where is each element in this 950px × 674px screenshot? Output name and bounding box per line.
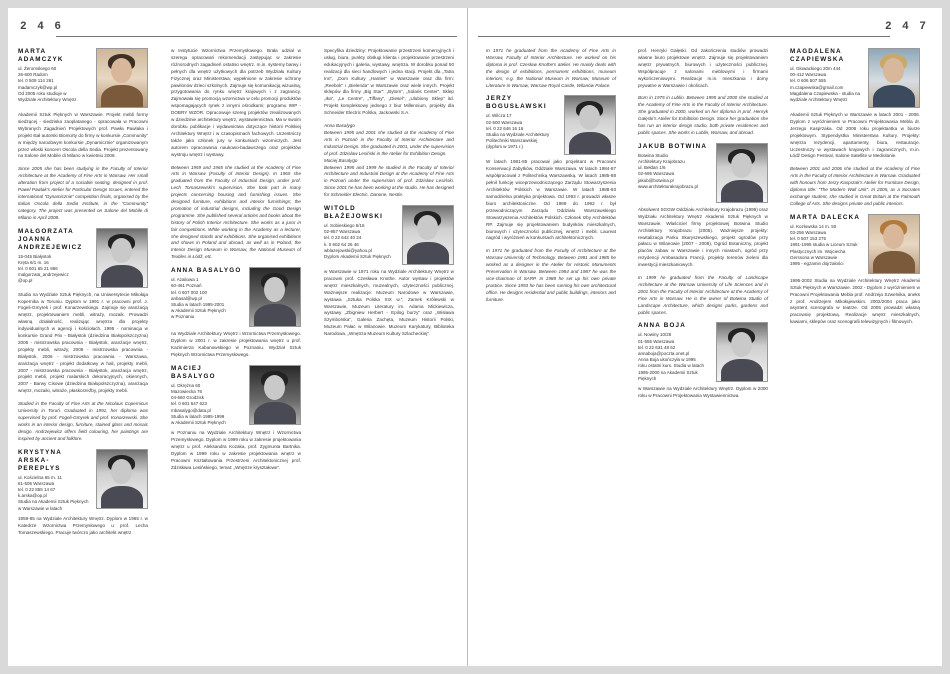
bio-english: In 1971 he graduated from the Faculty of Architecture at the Warsaw University of Technology. Between 1981 and 1985 he worked as a designer in the Atelier for Historic Monuments Preservation in Warsaw. Between 1984 and 1987 he was the vice-chairman of SARP. In 1988 he set up his own private practice. Since 1993 he has been running his own architectural office. He designs residential and public buildings, interiors and furniture. bbox=[486, 248, 616, 302]
bio-polish: Akademii Sztuk Pięknych w Warszawie. Projekt mebli formy siedzącej - siedziska zaoplatanego - opracowała w Pracowni Wybranych Zagadnień Projektowych prof. Pawła Pawlaka i projekt stał autorski Biomorty do firmy w konkursie „Community” w między narodowym konkursie „Dynamicznie” organizowanym przez włoski koncern Oscola della Sedia. Projekt prezentowany na Salone del Mobile di Milano w kwietniu 2008. bbox=[18, 112, 148, 159]
designer-name: ANNA BOJA bbox=[638, 322, 687, 330]
portrait-photo bbox=[716, 143, 768, 203]
header-rule-left bbox=[56, 36, 457, 37]
contact-details: ul. Głowackiego 20m 444 00-412 Warszawa tel. 0 606 507 555 m.czapiewska@gmail.com Magdalena Czapiewska - studia na wydziale Architektury Wnętrz bbox=[790, 66, 861, 103]
bio-polish: w Poznaniu na Wydziale Architektury Wnętrz i Wzornictwa Przemysłowego. Dyplom w 1999 roku w zakresie projektowania wnętrz u prof. Aleksandra Kozaka, prof. Zygmunta Bartnika. Dyplom w 1999 roku w zakresie projektowania wnętrz w Pracowni Kształtowania Przestrzeni Architektonicznej prof. Zdzisława Lesińskiego, temat: „Wnętrze kryształowe”. bbox=[171, 430, 301, 470]
right-column-3 bbox=[790, 48, 920, 332]
portrait-photo bbox=[249, 365, 301, 425]
contact-details: 15-045 Białystok Kręta 6/1 m. 16 tel. 0 601 65 21 866 malgorzata_andrzejewicz @op.pl bbox=[18, 253, 69, 284]
bio-english: In 1999 he graduated from the Faculty of Landscape Architecture at the Warsaw University of Life Sciences and in 2001 from the Faculty of Interior Architecture at the Academy of Fine Arts in Warsaw. He is the owner of Botwina Studio of Landscape Architecture, which designs parks, gardens and public spaces. bbox=[638, 275, 768, 315]
contact-details: ul. Wilcza 17 02-500 Warszawa tel. 0 22 646 16 16 Studia na Wydziale Architektury Politechniki Warszawskiej (dyplom w 1971 r.) bbox=[486, 113, 550, 150]
bio-polish: W latach 1981-85 pracował jako projektant w Pracowni Konserwacji Zabytków, Oddziale Warszawa. W latach 1984-87 współpracował z Politechniką Warszawską. W latach 1985-88 pełnił funkcję wiceprzewodniczącego Zarządu Stowarzyszenia Architektów Polskich w Warszawie. W latach 1988-93 samodzielna praktyka projektowa. Od 1993 r. prowadzi własne biuro architektoniczne. Od 1989 do 1992 r. był przewodniczącym Zarządu Oddziału Warszawskiego Stowarzyszenia Architektów Polskich. Członek Izby Architektów RP. Zajmuje się projektowaniem budynków mieszkalnych, biurowych i użyteczności publicznej, wnętrz i mebli. Laureat nagród i wyróżnień w konkursach architektonicznych. bbox=[486, 159, 616, 241]
bio-polish: 1995-2002 Studia na Wydziale Architektury Wnętrz Akademii Sztuk Pięknych w Warszawie. 2002 - Dyplom z wyróżnieniem w Pracowni Projektowania Mebla prof. Andrzeja Szwelnika, aneks z prof. Andrzejem Mikołajewskim. 2002/2004 praca jako asystent scenografa w teatrze. Od 2005 prowadzi własną pracownię projektową. Realizacje wnętrz mieszkalnych, kawiarni, sklepów oraz scenografii telewizyjnych i filmowych. bbox=[790, 277, 920, 325]
header-rule-right bbox=[478, 36, 890, 37]
left-column-1 bbox=[18, 48, 148, 543]
page-number-right: 2 4 7 bbox=[884, 21, 928, 33]
designer-name: ANNA BASALYGO bbox=[171, 267, 242, 275]
entry-marta-adamczyk bbox=[18, 48, 148, 108]
entry-malgorzata-andrzejewicz bbox=[18, 228, 148, 288]
contact-details: ul. Kościelna 65 m. 11 61-505 Warszawa tel. 0 22 855 14 67 k.arska@op.pl Studia na Akademii Sztuk Pięknych w Warszawie w latach bbox=[18, 474, 89, 511]
entry-maciej-basalygo bbox=[171, 365, 301, 426]
contact-details: ul. Sobieskiego 6/16 02-957 Warszawa tel. 0 22 642 40 24 k. 0 602 64 26 46 wblazejowski@yahoo.pl Dyplom Akademii Sztuk Pięknych bbox=[324, 223, 391, 260]
bio-english: In 1971 he graduated from the Academy of Fine Arts in Warsaw, Faculty of Interior Architecture. He worked on his diploma in prof. Czesław Knothe's atelier. He mainly deals with the design of exhibitions, permanent exhibitions, museum interiors, e.g. the National Museum in Warsaw, Museum of Literature in Warsaw, Warsaw Royal Castle, Wilanów Palace. bbox=[486, 48, 616, 88]
portrait-photo bbox=[716, 322, 768, 382]
portrait-photo bbox=[868, 48, 920, 108]
designer-name: MAGDALENA CZAPIEWSKA bbox=[790, 48, 845, 63]
bio-english: Studied in the Faculty of Fine Arts at the Nicolaus Copernicus University in Toruń. Graduated in 1991, her diploma was supervised by prof. Fogeli-Gmyrek and prof. Konarzewski. She works in an interior design, furniture, stained glass and mosaic design. Andrzejewicz offers field colouring, her paintings are inspired by ancient and folklore. bbox=[18, 401, 148, 441]
bio-english: Between 1959 and 1965 she studied at the Academy of Fine Arts in Warsaw (Faculty of Interior Design). In 1965 she graduated from the Faculty of Industrial Design, under prof. Lech Tomaszewski's supervision. She took part in many projects concerning housing and furnishing issues. She designed furniture, exhibitions and interior furnishings; the promotion of industrial designs, including the Good Design programme. She published several articles and books about the history of Polish Interior Architecture. She works as a juror in fair competitions. While working in the Academy as a lecturer, she designed stands and exhibitions. She organised exhibitions and shows in Poland and abroad, as well as in Poland, the Interior Design Museum in Warsaw, the National Museum of Textiles in Łódź, etc. bbox=[171, 164, 301, 260]
designer-name: JERZY BOGUSŁAWSKI bbox=[486, 95, 547, 111]
portrait-photo bbox=[96, 48, 148, 108]
designer-name: MARTA ADAMCZYK bbox=[18, 48, 64, 63]
left-column-2 bbox=[171, 48, 301, 478]
bio-english: Born in 1975 in Lublin. Between 1995 and 2000 she studied at the Academy of Fine Arts in the Faculty of Interior Architecture. She graduated in 2000, worked on her diploma in prof. Henryk Gałęski's Atelier for Exhibition Design. Since her graduation she has run an interior design studio, both private residences and public spaces. She works in Lublin, Warsaw, and abroad. bbox=[638, 95, 768, 135]
entry-witold-blazejowski bbox=[324, 205, 454, 265]
contact-details: ul. Okrężna 60 Mazowiecka 76 04-660 Grodzisk tel. 0 601 647 623 mbasalygo@data.pl Studia w latach 1995-1999 w Akademii Sztuk Pięknych bbox=[171, 382, 226, 426]
designer-name: KRYSTYNA ARSKA-PEREPLYS bbox=[18, 448, 62, 472]
bio-polish: na Wydziale Architektury Wnętrz i Wzornictwa Przemysłowego. Dyplom w 2001 r. w zakresie projektowania wnętrz u prof. Kazimierza Kabanowskiego w Poznaniu. Wydział Sztuk Pięknych Wzornictwa Przemysłowego. bbox=[171, 331, 301, 357]
contact-details: ul. Nowiny 10/26 01-555 Warszawa tel. 0 22 631 48 62 annaboja@poczta.onet.pl Anna Boja ukończyła w 1995 roku ostatni kurs. Studia w latach 1995-2000 na Akademii Sztuk Pięknych bbox=[638, 332, 705, 381]
bio-polish: prof. Henryki Gałęski. Od zakończenia studiów prowadzi własne biuro projektowe wnętrz. Zajmuje się projektowaniem wnętrz prywatnych, biurowych i użyteczności publicznej. Współpracuje z salonami meblowymi i firmami wykończeniowymi. Realizacje m.in. mieszkania i domy prywatne w Warszawie i okolicach. bbox=[638, 48, 768, 88]
contact-details: ul. Żeromskiego 60 26-600 Radom tel. 0 509 114 261 madamczyk@wp.pl Od 2005 roku studiuje w Wydziale Architektury Wnętrz bbox=[18, 66, 77, 103]
entry-marta-dalecka bbox=[790, 214, 920, 274]
bio-polish: w Warszawie na Wydziale Architektury Wnętrz. Dyplom w 2000 roku w Pracowni Projektowania Wystawiennictwa. bbox=[638, 386, 768, 399]
bio-polish: Akademii Sztuk Pięknych w Warszawie w latach 2001 - 2006. Dyplom z wyróżnieniem w Pracowni Projektowania Mebla dr. Jerzego Kasprzaka. Od 2006 roku projektantka w biurze projektowym. Stypendystka Ministerstwa Kultury. Projekty: wnętrza rezydencji, apartamenty, biura, restauracje. Uczestniczy w wystawach krajowych i zagranicznych, m.in. Łódź Design Festival, Salone Satellite w Mediolanie. bbox=[790, 112, 920, 159]
bio-english: Between 2001 and 2006 she studied at the Academy of Fine Arts in the Faculty of Interior Architecture in Warsaw. Graduated with honours from Jerzy Kasprzak's Atelier for Furniture Design, diploma title: “The Modern Wall Unit”. In 2005, as a Socrates exchange student, she studied in Great Britain at the Falmouth College of Arts. She designs private and public interiors. bbox=[790, 166, 920, 206]
entry-krystyna-arska bbox=[18, 449, 148, 512]
portrait-photo bbox=[564, 95, 616, 155]
portrait-photo bbox=[402, 205, 454, 265]
entry-anna-basalygo bbox=[171, 267, 301, 327]
bio-english: Anna Basalygo Between 1995 and 2001 she studied at the Academy of Fine Arts in Poznań in the Faculty of Interior Architecture and Industrial Design. She graduated in 2001, under the supervision of prof. Zdzisław Lesiński in the Atelier for Exhibition Design. Maciej Basalygo Between 1995 and 1999 he studied in the Faculty of Interior Architecture and Industrial Design at the Academy of Fine Arts in Poznań under the supervision of prof. Zdzisław Lesiński. Since 2001 he has been working at the studio. He has designed for Schneider Electric, Danone, Nestle. bbox=[324, 123, 454, 198]
bio-polish: Studia na Wydziale Sztuk Pięknych, na Uniwersytecie Mikołaja Kopernika w Toruniu. Dyplom w 1991 r. w pracowni prof. J. Fogeli-Gmyrek i prof. Konarzewskiego. Zajmuje się aranżacją wnętrz, projektowaniem mebli, witraży, mozaik. Prowadzi własną działalność, realizując wnętrza dla projekty indywidualnych w agencji i kościołach. 1995 - nominacja w konkursie Grand Prix - Białystok (dziedzina Białopolszczyzna) 2005 - mistrzowska pracownia - Białystok, aranżacje wnętrz, projekty mebli, witraży, 2006 - mistrzowska pracownia - Białystok, 2006 - mistrzowska pracownia - Warszawa, aranżacja wnętrz - projekt dodatkowy w hali, projekty mebli, 2007 - mistrzowska pracownia - Białystok, aranżacja wnętrz, projekt mebli, projekt malarskich dekoracyjnych, okiennych, 2007 - Barwy Cisowe (dziedzina Białopolszczyzna), aranżacja wnętrz, mozaiki, witraże, płaskorzeźby, projekty mebli. bbox=[18, 291, 148, 394]
entry-jakub-botwina bbox=[638, 143, 768, 203]
left-page bbox=[8, 8, 468, 666]
designer-name: WITOLD BŁAŻEJOWSKI bbox=[324, 205, 384, 221]
bio-polish: Specyfika dziedziny: Projektowanie przestrzeni komercyjnych i usług, biura, punkty obsługi klienta i projektowanie przestrzeni edukacyjnych i galeria, wystawy, wnętrza. W dorobku ponad 50 realizacji dla sieci handlowych i jedna stacji. Projekt dla „Tatra Inn”, „Dom Kultury „Hamlet” w Warszawie oraz dla firm: „Reebok” i „Bielenda” w Warszawie oraz wiele innych. Projekt sklepów dla firmy „Big Star”: „Bytom”, „Solaris Center”. Sklep „Ika”, „Le Centre”, „Tiffany”, „Diesel”, „Ulubiony Sklep” itd. Projekt kompleksowy jednego z biur Millennium, projekty dla Schneider Electric Polska, Jackowski S.A. bbox=[324, 48, 454, 116]
portrait-photo bbox=[249, 267, 301, 327]
portrait-photo bbox=[96, 228, 148, 288]
bio-polish: 1959-65 na Wydziale Architektury Wnętrz. Dyplom w 1965 r. w Katedrze Wzornictwa Przemysłowego u prof. Lecha Tomaszewskiego. Pracuje twórczo jako architekt wnętrz bbox=[18, 515, 148, 535]
portrait-photo bbox=[868, 214, 920, 274]
left-column-3 bbox=[324, 48, 454, 344]
page-number-left: 2 4 6 bbox=[20, 21, 64, 33]
designer-name: MARTA DALECKA bbox=[790, 213, 861, 221]
designer-name: JAKUB BOTWINA bbox=[638, 142, 708, 150]
bio-polish: w Instytucie Wzornictwa Przemysłowego. Brała udział w szeregu opracowań rekomendacji zastępując w zakresie różnorodnych zagadnień ostatnio wnętrz. m.in. systemy barwy i pełnych dla wnętrz użytkowych dla potrzeb Wydziału Kultury Fizycznej oraz Ministerstwa; wypełnione w zakresie ochrony pawilonów dzieci szkolnych. Zajmuje się komunikacją wizualną, przygotowania do rynku wnętrz krajowych i z zagranicy. Zajmowała się promocją wzornictwa w celu promocji produktów wspomagających rynek z innymi ośrodkami; programu IWP - DOBRY WZÓR. Opracowuje szereg projektów zrealizowanych w dziedzinie architektury wnętrz, wystawiennictwa. Ma w swoim dorobku publikacje i wydawnictwa dotyczące historii Polskiej Architektury Wnętrz i w czasopismach fachowych. Uczestniczy także jako członek jury w konkursach wzorniczych. Jest autorem opracowania naukowo-badawczego oraz projektów wystroju wnętrz i wystawy. bbox=[171, 48, 301, 157]
contact-details: ul. Azaliowa 1 60-461 Poznań tel. 0 607 002 100 anbasal@wp.pl Studia w latach 1995-2001 w Akademii Sztuk Pięknych w Poznaniu bbox=[171, 277, 226, 320]
bio-english: Since 2005 she has been studying in the Faculty of Interior Architecture at the Academy of Fine Arts in Warsaw. Her small alteration from project of a sociable seating, designed in prof. Pawel Pawlak's Atelier for Particular Design Issues, entered the international “Dynamicznie” competition finals, organised by the Italian Oscola della Sedia Institute, in the “Community” category. The project was presented on Salone del Mobile di Milano in April 2008. bbox=[18, 166, 148, 220]
right-page bbox=[468, 8, 942, 666]
contact-details: Botwina Studio Architektury Krajobrazu ul. Bełdan 1/6 02-695 Warszawa jakub@botwina.pl www.architekturakrajobrazu.pl bbox=[638, 152, 699, 189]
designer-name: MAŁGORZATA JOANNA ANDRZEJEWICZ bbox=[18, 227, 83, 251]
entry-jerzy-boguslawski bbox=[486, 95, 616, 155]
entry-magdalena-czapiewska bbox=[790, 48, 920, 108]
right-column-2 bbox=[638, 48, 768, 406]
bio-polish: Absolwent SGGW Oddziału Architektury Krajobrazu (1999) oraz Wydziału Architektury Wnętrz Akademii Sztuk Pięknych w Warszawie. Właściciel firmy projektowej Botwina Studio Architektury Krajobrazu (2005). Ważniejsze projekty: rewitalizacja Parku Skaryszewskiego, projekt ogrodów przy pałacu w Wilanowie (2007 - 2008), Ogród Botaniczny, projekt placów zabaw w Warszawie i innych miastach, ogród przy rezydencji Ambasadora Francji, projekty terenów zieleni dla inwestycji mieszkaniowych. bbox=[638, 206, 768, 268]
bio-polish: w Warszawie w 1971 roku na Wydziale Architektury Wnętrz w pracowni prof. Czesława Knothe. Autor wystaw i projektów wnętrz mieszkalnych, muzealnych, użyteczności publicznej. Ważniejsze realizacje: Muzeum Narodowe w Warszawie, wystawa „Sztuka Polska XIX w.”, Zamek Królewski w Warszawie, Muzeum Literatury im. Adama Mickiewicza, wystawy „Zbigniew Herbert - Epilog burzy” oraz „Wisława Szymborska”, Galeria Zachęta, Muzeum Historii Polski, Muzeum Pałac w Wilanowie. Muzeum Karykatury, Biblioteka Narodowa, „Wnętrza Muzeum Kultury Szlacheckiej”. bbox=[324, 269, 454, 337]
portrait-photo bbox=[96, 449, 148, 509]
contact-details: ul. Kozłowska 14 m. 50 03-256 Warszawa tel. 0 507 153 275 1991-1995 studia w Liceum Sztuk Plastycznych im. Wojciecha Gerssona w Warszawie 1995 - egzamin dojrzałości bbox=[790, 223, 858, 266]
entry-anna-boja bbox=[638, 322, 768, 382]
right-column-1 bbox=[486, 48, 616, 310]
designer-name: MACIEJ BASALYGO bbox=[171, 364, 216, 380]
